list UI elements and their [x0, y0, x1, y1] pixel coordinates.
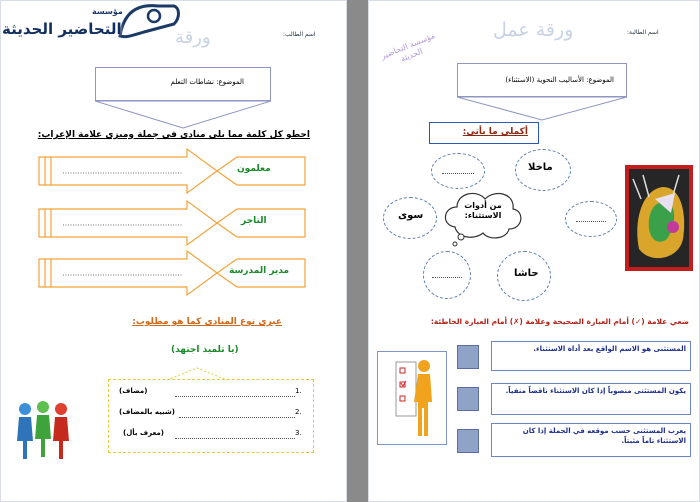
statement-2-text: يكون المستثنى منصوباً إذا كان الاستثناء ناقصاً منفياً. — [505, 387, 686, 395]
answer-number-2: 2. — [295, 408, 302, 416]
vehicle-logo-icon — [114, 2, 182, 42]
topic-text: الموضوع: نشاطات التعلم — [170, 78, 244, 86]
topic-box — [457, 63, 627, 97]
answer-line-2[interactable] — [117, 406, 307, 420]
word-3: مدير المدرسة — [229, 266, 290, 276]
exercise-1-heading: أكملي ما يأتي: — [462, 127, 528, 137]
answer-type-1: (مضاف) — [119, 387, 148, 395]
blank-line — [442, 172, 474, 174]
statement-1-text: المستثنى هو الاسم الواقع بعد أداة الاستثناء. — [533, 345, 686, 353]
checklist-illustration — [377, 351, 447, 445]
answer-number-3: 3. — [295, 429, 302, 437]
answer-blank-2 — [179, 416, 295, 418]
answer-line-3[interactable] — [117, 427, 307, 441]
logo — [0, 0, 180, 44]
worksheet-page-left — [0, 0, 347, 502]
word-1: معلمون — [237, 164, 271, 174]
answer-line-1[interactable] — [117, 385, 307, 399]
answer-blank-3 — [175, 437, 295, 439]
picture-frame — [629, 169, 689, 267]
exercise-1-heading: احطو كل كلمة مما يلي منادى في جملة وميزي علامة الإعراب: — [37, 130, 310, 140]
decorative-picture — [625, 165, 693, 271]
bubble-word-3 — [497, 251, 551, 301]
watermark: مؤسسة التحاضير الحديثة — [379, 30, 437, 64]
page-title: ورقة عمل — [493, 19, 574, 41]
statement-2 — [491, 383, 691, 415]
student-name-label: اسم الطالب: — [283, 31, 316, 38]
complete-box — [429, 122, 539, 144]
team-figures-icon — [11, 397, 77, 467]
word-2: التاجر — [241, 216, 267, 226]
exercise-2-heading: عبري نوع المنادى كما هو مطلوب: — [132, 317, 282, 327]
topic-pointer — [457, 96, 627, 122]
abstract-face-icon — [629, 169, 689, 267]
statement-1 — [491, 341, 691, 371]
statement-3-text: يعرب المستثنى حسب موقعه في الجملة إذا كان الاستثناء تاماً مثبتاً. — [522, 427, 686, 445]
person-checklist-icon — [378, 352, 446, 444]
answer-box-2[interactable] — [457, 387, 479, 411]
bubble-word: سوى — [398, 210, 424, 221]
bubble-word: ماخلا — [528, 162, 553, 173]
answer-type-3: (معرف بأل) — [123, 429, 164, 437]
topic-pointer — [95, 100, 271, 130]
bubble-blank-1[interactable] — [431, 153, 485, 189]
logo-line-1: مؤسسة — [92, 7, 123, 16]
bubble-word-2 — [383, 197, 437, 239]
bubble-blank-2[interactable] — [565, 201, 617, 237]
answers-box-pointer — [167, 367, 227, 381]
blank-line — [432, 276, 462, 278]
answer-box-3[interactable] — [457, 429, 479, 453]
answer-number-1: 1. — [295, 387, 302, 395]
logo-line-2: التحاضير الحديثة — [2, 20, 122, 38]
bubble-word: حاشا — [514, 268, 539, 279]
bubble-word-1 — [515, 149, 571, 191]
answer-box-1[interactable] — [457, 345, 479, 369]
example-sentence: (يا تلميذ اجتهد) — [171, 345, 239, 355]
topic-box — [95, 67, 271, 101]
center-cloud-text: من أدوات الاستثناء: — [464, 201, 502, 220]
page-title: ورقة — [175, 27, 211, 48]
worksheet-page-right — [368, 0, 700, 502]
exercise-2-heading: ضعي علامة (✓) أمام العبارة الصحيحة وعلامة (✗) أمام العبارة الخاطئة: — [430, 317, 689, 326]
answer-blank-1 — [175, 395, 295, 397]
blank-line — [576, 220, 606, 222]
topic-text: الموضوع: الأساليب النحوية (الاستثناء) — [505, 76, 614, 84]
student-name-label: اسم الطالبة: — [627, 29, 659, 36]
answer-type-2: (شبيه بالمضاف) — [119, 408, 175, 416]
statement-3 — [491, 423, 691, 457]
bubble-blank-3[interactable] — [423, 251, 471, 299]
